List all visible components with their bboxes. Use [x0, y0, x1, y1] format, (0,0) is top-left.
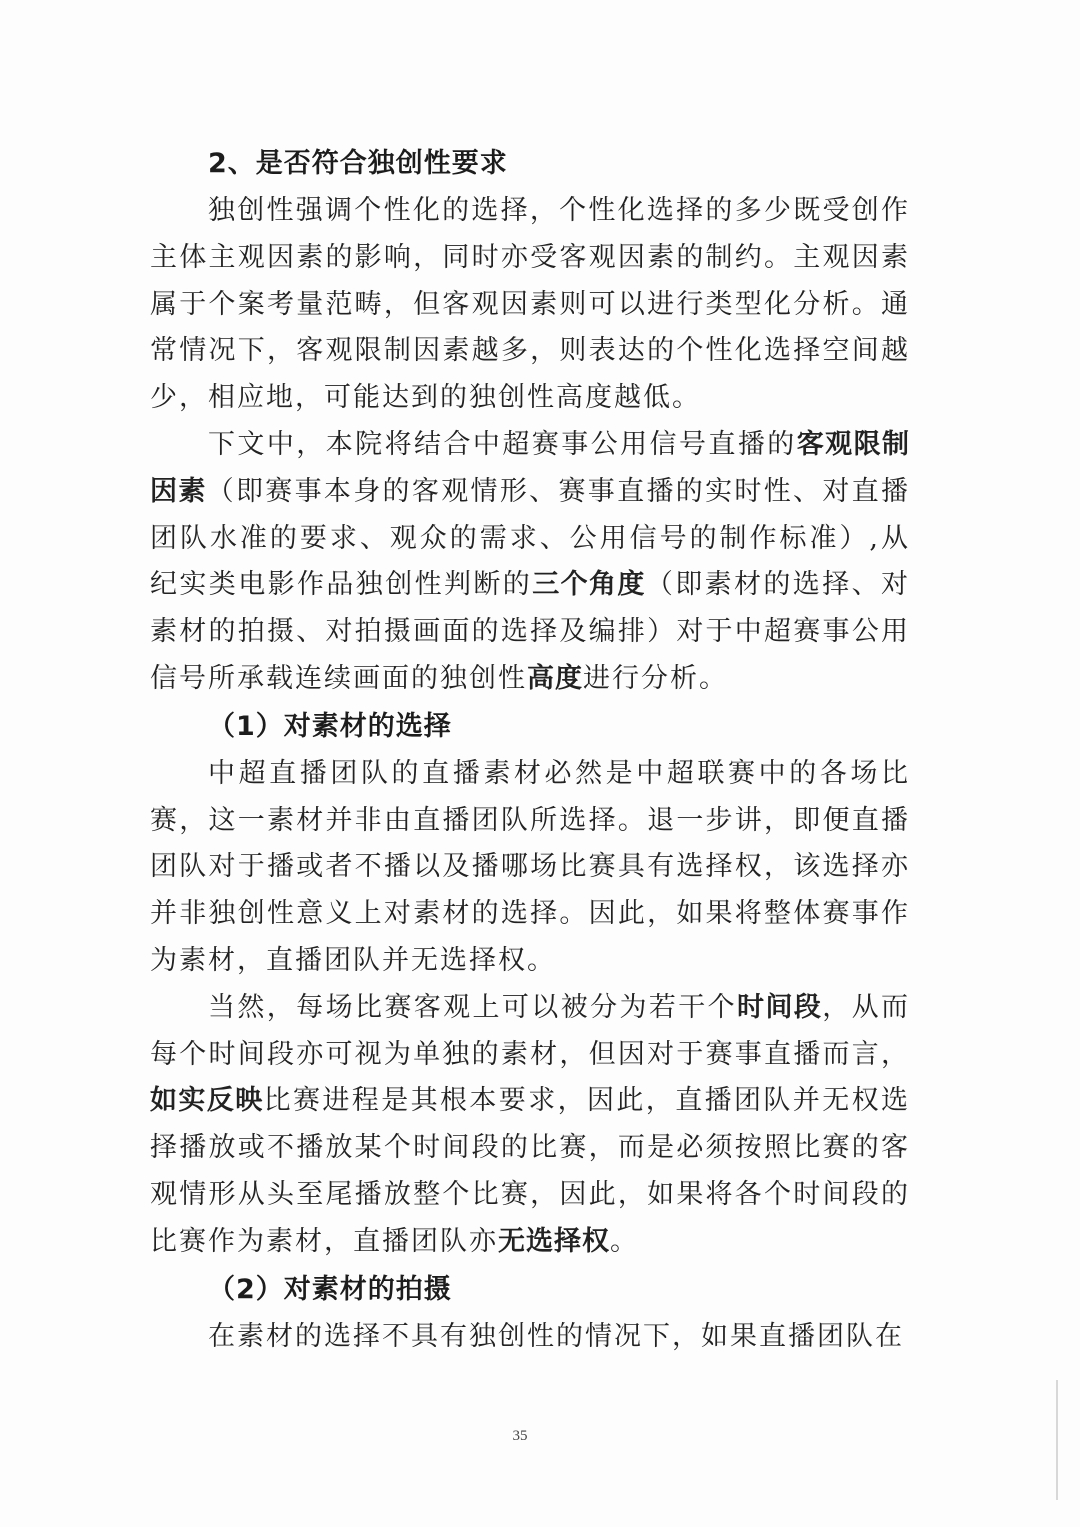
paragraph-analysis-intro: [150, 422, 910, 703]
text-run: （即素材的选择、对素材的拍摄、对拍摄画面的选择及编排）对于中超赛事公用信号所承载连续画面的独创性: [150, 569, 911, 694]
paragraph-originality-definition: [150, 188, 910, 422]
text-run: （即赛事本身的客观情形、赛事直播的实时性、对直播团队水准的要求、观众的需求、公用信号的制作标准）,从纪实类电影作品独创性判断的: [150, 475, 910, 601]
text-run: 在素材的选择不具有独创性的情况下，如果直播团队在: [208, 1320, 904, 1352]
paragraph-material-selection-2: [150, 985, 910, 1266]
text-run: 。: [610, 1225, 639, 1257]
bold-text-run: 时间段: [737, 991, 823, 1023]
page-number: 35: [512, 1428, 528, 1444]
section-heading-material-shooting: （2）对素材的拍摄: [208, 1273, 452, 1305]
text-run: 当然，每场比赛客观上可以被分为若干个: [208, 991, 738, 1023]
paragraph-material-shooting: [150, 1314, 910, 1361]
text-run: 比赛进程是其根本要求，因此，直播团队并无权选择播放或不播放某个时间段的比赛，而是必须按照比赛的客观情形从头至尾播放整个比赛，因此，如果将各个时间段的比赛作为素材，直播团队亦: [150, 1085, 911, 1257]
paragraph-material-selection-1: [150, 751, 910, 985]
document-body: [150, 140, 910, 1360]
text-run: 独创性强调个性化的选择，个性化选择的多少既受创作主体主观因素的影响，同时亦受客观因素的制约。主观因素属于个案考量范畴，但客观因素则可以进行类型化分析。通常情况下，客观限制因素越多，则表达的个性化选择空间越少，相应地，可能达到的独创性高度越低。: [150, 195, 910, 414]
text-run: 进行分析。: [583, 662, 728, 694]
bold-text-run: 高度: [527, 662, 583, 694]
text-run: 中超直播团队的直播素材必然是中超联赛中的各场比赛，这一素材并非由直播团队所选择。退一步讲，即便直播团队对于播或者不播以及播哪场比赛具有选择权，该选择亦并非独创性意义上对素材的选择。因此，如果将整体赛事作为素材，直播团队并无选择权。: [150, 757, 910, 976]
bold-text-run: 无选择权: [498, 1225, 610, 1257]
text-run: 下文中，本院将结合中超赛事公用信号直播的: [208, 428, 797, 460]
section-heading-originality: 2、是否符合独创性要求: [208, 148, 508, 179]
scan-edge-mark: [1056, 1380, 1058, 1500]
bold-text-run: 客观限制因素: [150, 428, 911, 507]
section-heading-material-selection: （1）对素材的选择: [208, 710, 452, 742]
text-run: ，从而每个时间段亦可视为单独的素材，但因对于赛事直播而言，: [150, 991, 911, 1070]
bold-text-run: 三个角度: [532, 569, 646, 601]
bold-text-run: 如实反映: [150, 1085, 264, 1117]
